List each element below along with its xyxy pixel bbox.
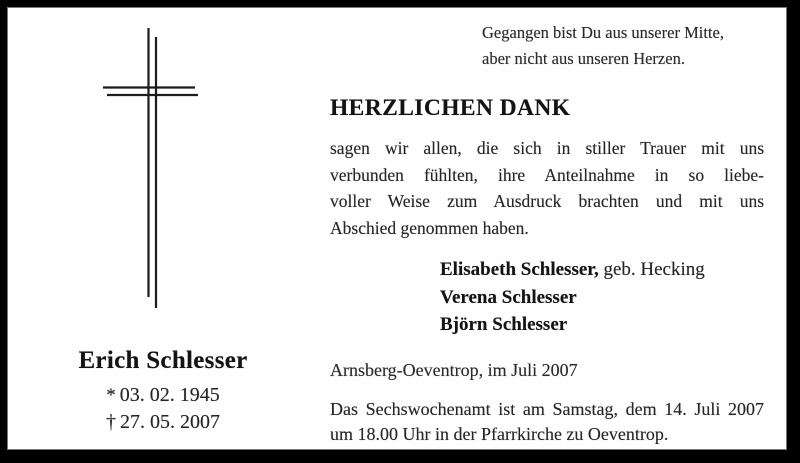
acknowledgement-text bbox=[330, 135, 764, 241]
death-date-line bbox=[28, 409, 298, 436]
epigraph bbox=[482, 20, 764, 72]
family-member-2 bbox=[440, 284, 764, 312]
family-member-1 bbox=[440, 256, 764, 284]
family-member-name: Björn Schlesser bbox=[440, 314, 568, 335]
service-line-1: Das Sechswochenamt ist am Samstag, dem 14. Juli 2007 bbox=[330, 398, 764, 419]
birth-date-line bbox=[28, 382, 298, 409]
family-member-suffix: geb. Hecking bbox=[598, 259, 705, 280]
died-date: 27. 05. 2007 bbox=[120, 411, 220, 433]
deceased-name: Erich Schlesser bbox=[78, 347, 248, 374]
obituary-notice-card bbox=[7, 7, 787, 450]
memorial-cross-icon bbox=[98, 23, 208, 318]
died-dagger-symbol: † bbox=[106, 411, 116, 433]
service-notice bbox=[330, 397, 764, 448]
acknowledgement-line-2: verbunden fühlten, ihre Anteilnahme in so liebe- bbox=[330, 164, 764, 185]
family-member-name: Verena Schlesser bbox=[440, 286, 577, 308]
born-date: 03. 02. 1945 bbox=[119, 384, 220, 406]
deceased-block bbox=[28, 346, 298, 436]
acknowledgement-line-4: Abschied genommen haben. bbox=[330, 217, 529, 238]
born-star-symbol: * bbox=[106, 385, 116, 406]
acknowledgement-line-1: sagen wir allen, die sich in stiller Trauer mit uns bbox=[330, 138, 764, 158]
family-member-3 bbox=[440, 311, 764, 339]
family-member-name: Elisabeth Schlesser, bbox=[440, 259, 599, 280]
service-line-2: um 18.00 Uhr in der Pfarrkirche zu Oeventrop. bbox=[330, 424, 669, 444]
acknowledgement-line-3: voller Weise zum Ausdruck brachten und mit uns bbox=[330, 191, 764, 211]
headline: HERZLICHEN DANK bbox=[330, 95, 571, 121]
epigraph-line-2: aber nicht aus unseren Herzen. bbox=[482, 49, 685, 68]
epigraph-line-1: Gegangen bist Du aus unserer Mitte, bbox=[482, 23, 724, 42]
place-date-line: Arnsberg-Oeventrop, im Juli 2007 bbox=[330, 359, 578, 380]
family-names bbox=[330, 256, 764, 339]
notice-text-column bbox=[330, 8, 764, 448]
